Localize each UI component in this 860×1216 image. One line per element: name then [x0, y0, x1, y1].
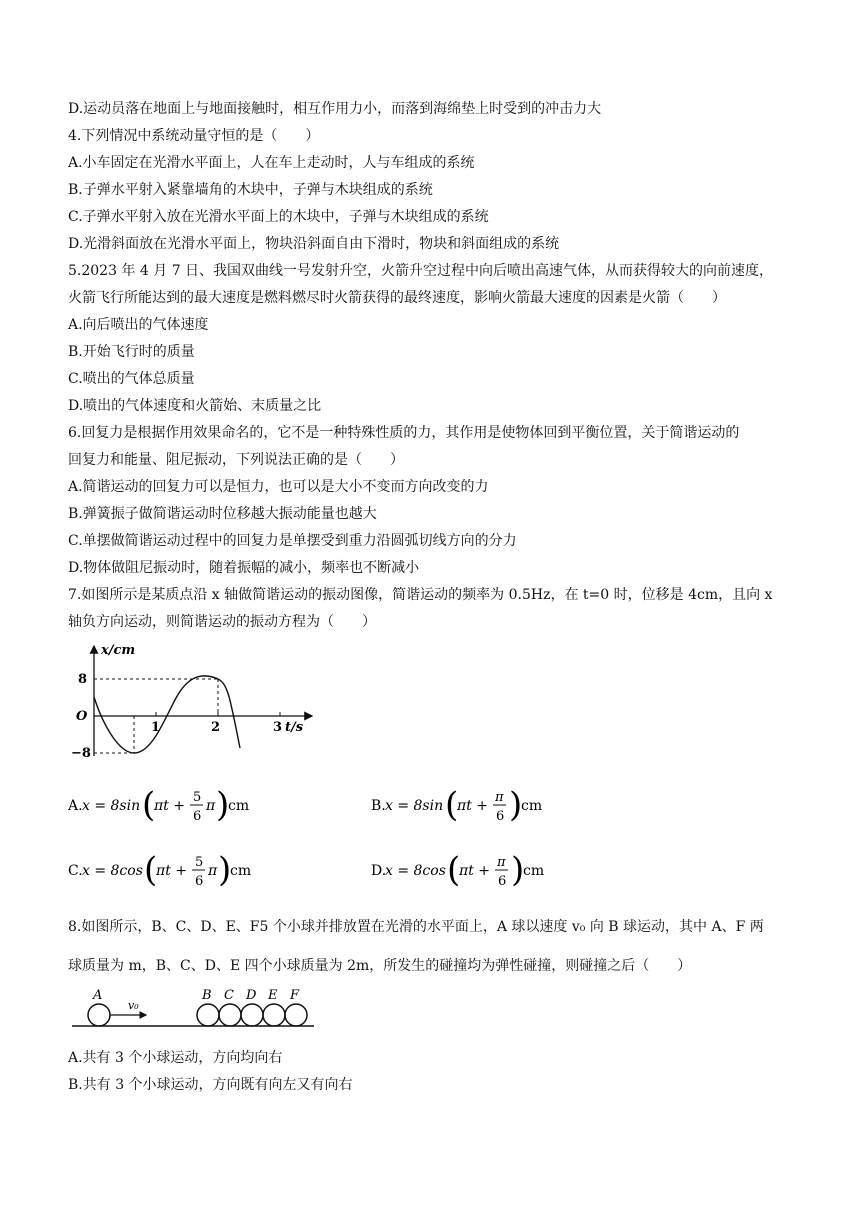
ball-b	[197, 1004, 219, 1026]
q6-option-b: B.弹簧振子做简谐运动时位移越大振动能量也越大	[68, 506, 377, 522]
graph-tick-label-2: 2	[211, 720, 221, 735]
q7-option-d-prefix: D.	[371, 863, 387, 879]
vibration-graph	[68, 640, 318, 758]
q5-option-c: C.喷出的气体总质量	[68, 371, 195, 387]
q7-option-a-inner: πt +	[154, 798, 186, 814]
q4-option-a: A.小车固定在光滑水平面上，人在车上走动时，人与车组成的系统	[68, 155, 475, 171]
q7-option-a-prefix: A.	[68, 798, 83, 814]
q8-option-a: A.共有 3 个小球运动，方向均向右	[68, 1050, 283, 1066]
ball-e	[263, 1004, 285, 1026]
ball-d	[241, 1004, 263, 1026]
q7-option-c-prefix: C.	[68, 863, 83, 879]
q3-option-d: D.运动员落在地面上与地面接触时，相互作用力小，而落到海绵垫上时受到的冲击力大	[68, 101, 602, 117]
graph-origin-label: O	[76, 709, 88, 724]
q7-option-a-rparen: )	[216, 785, 230, 825]
q7-option-a-after: π	[206, 798, 216, 814]
q7-option-d-num: π	[497, 855, 506, 870]
q7-option-c-lhs: x = 8cos	[82, 863, 143, 879]
q4-stem: 4.下列情况中系统动量守恒的是（ ）	[68, 128, 320, 144]
ball-c	[219, 1004, 241, 1026]
q7-option-c-unit: cm	[230, 863, 252, 879]
q7-option-c-den: 6	[195, 874, 204, 889]
q7-option-d-inner: πt +	[459, 863, 491, 879]
ball-diagram	[70, 985, 320, 1033]
label-f: F	[290, 988, 300, 1003]
q8-stem-line2: 球质量为 m，B、C、D、E 四个小球质量为 2m，所发生的碰撞均为弹性碰撞，则碰撞之后（ ）	[68, 958, 692, 974]
label-v0: v₀	[128, 999, 139, 1012]
q7-option-b-lparen: (	[445, 785, 459, 825]
q5-stem-line1: 5.2023 年 4 月 7 日、我国双曲线一号发射升空，火箭升空过程中向后喷出高速气体，从而获得较大的向前速度，	[68, 263, 774, 279]
label-a: A	[93, 988, 103, 1003]
q7-option-b-inner: πt +	[457, 798, 489, 814]
q7-option-d-unit: cm	[523, 863, 545, 879]
q5-stem-line2: 火箭飞行所能达到的最大速度是燃料燃尽时火箭获得的最终速度，影响火箭最大速度的因素是火箭（ ）	[68, 290, 726, 306]
q7-stem-line2: 轴负方向运动，则简谐运动的振动方程为（ ）	[68, 614, 376, 630]
label-e: E	[268, 988, 278, 1003]
q6-stem-line2: 回复力和能量、阻尼振动，下列说法正确的是（ ）	[68, 452, 404, 468]
q7-option-d-lhs: x = 8cos	[385, 863, 446, 879]
q7-option-b-num: π	[495, 790, 504, 805]
q7-option-b	[371, 780, 611, 830]
graph-y-label: x/cm	[101, 643, 136, 658]
label-c: C	[224, 988, 234, 1003]
q7-option-d-den: 6	[498, 874, 507, 889]
q4-option-d: D.光滑斜面放在光滑水平面上，物块沿斜面自由下滑时，物块和斜面组成的系统	[68, 236, 560, 252]
q7-option-d-rparen: )	[511, 850, 525, 890]
q7-option-b-prefix: B.	[371, 798, 386, 814]
q6-option-d: D.物体做阻尼振动时，随着振幅的减小，频率也不断减小	[68, 560, 420, 576]
graph-tick-label-8: 8	[78, 672, 88, 687]
graph-tick-label-neg8: −8	[71, 746, 91, 758]
label-b: B	[202, 988, 212, 1003]
q5-option-d: D.喷出的气体速度和火箭始、末质量之比	[68, 398, 322, 414]
q7-option-d	[371, 845, 611, 895]
ball-a	[88, 1004, 110, 1026]
q7-stem-line1: 7.如图所示是某质点沿 x 轴做简谐运动的振动图像，简谐运动的频率为 0.5Hz，在 t=0 时，位移是 4cm，且向 x	[68, 587, 773, 603]
q6-option-c: C.单摆做简谐运动过程中的回复力是单摆受到重力沿圆弧切线方向的分力	[68, 533, 517, 549]
q7-option-b-unit: cm	[521, 798, 543, 814]
q6-option-a: A.简谐运动的回复力可以是恒力，也可以是大小不变而方向改变的力	[68, 479, 489, 495]
q7-option-b-rparen: )	[509, 785, 523, 825]
q8-stem-line1: 8.如图所示，B、C、D、E、F5 个小球并排放置在光滑的水平面上，A 球以速度 v₀ 向 B 球运动，其中 A、F 两	[68, 919, 764, 935]
ball-f	[285, 1004, 307, 1026]
graph-tick-label-3: 3	[273, 720, 283, 735]
q6-stem-line1: 6.回复力是根据作用效果命名的，它不是一种特殊性质的力，其作用是使物体回到平衡位置，关于简谐运动的	[68, 425, 740, 441]
q7-option-c-after: π	[208, 863, 218, 879]
q4-option-c: C.子弹水平射入放在光滑水平面上的木块中，子弹与木块组成的系统	[68, 209, 489, 225]
q7-option-a-lparen: (	[142, 785, 156, 825]
q7-option-c-lparen: (	[144, 850, 158, 890]
graph-tick-label-1: 1	[151, 720, 161, 735]
q7-option-a-num: 5	[193, 790, 202, 805]
q7-option-a-den: 6	[193, 809, 202, 824]
q7-option-c-rparen: )	[218, 850, 232, 890]
q7-option-b-den: 6	[496, 809, 505, 824]
q7-option-a	[68, 780, 308, 830]
label-d: D	[246, 988, 257, 1003]
q4-option-b: B.子弹水平射入紧靠墙角的木块中，子弹与木块组成的系统	[68, 182, 433, 198]
q7-option-b-lhs: x = 8sin	[385, 798, 444, 814]
q7-option-c	[68, 845, 308, 895]
q5-option-b: B.开始飞行时的质量	[68, 344, 195, 360]
q7-option-a-lhs: x = 8sin	[82, 798, 141, 814]
q7-option-c-inner: πt +	[156, 863, 188, 879]
q7-option-d-lparen: (	[447, 850, 461, 890]
q7-option-a-unit: cm	[228, 798, 250, 814]
q5-option-a: A.向后喷出的气体速度	[68, 317, 209, 333]
q7-option-c-num: 5	[195, 855, 204, 870]
q8-option-b: B.共有 3 个小球运动，方向既有向左又有向右	[68, 1077, 353, 1093]
graph-x-label: t/s	[285, 720, 304, 735]
